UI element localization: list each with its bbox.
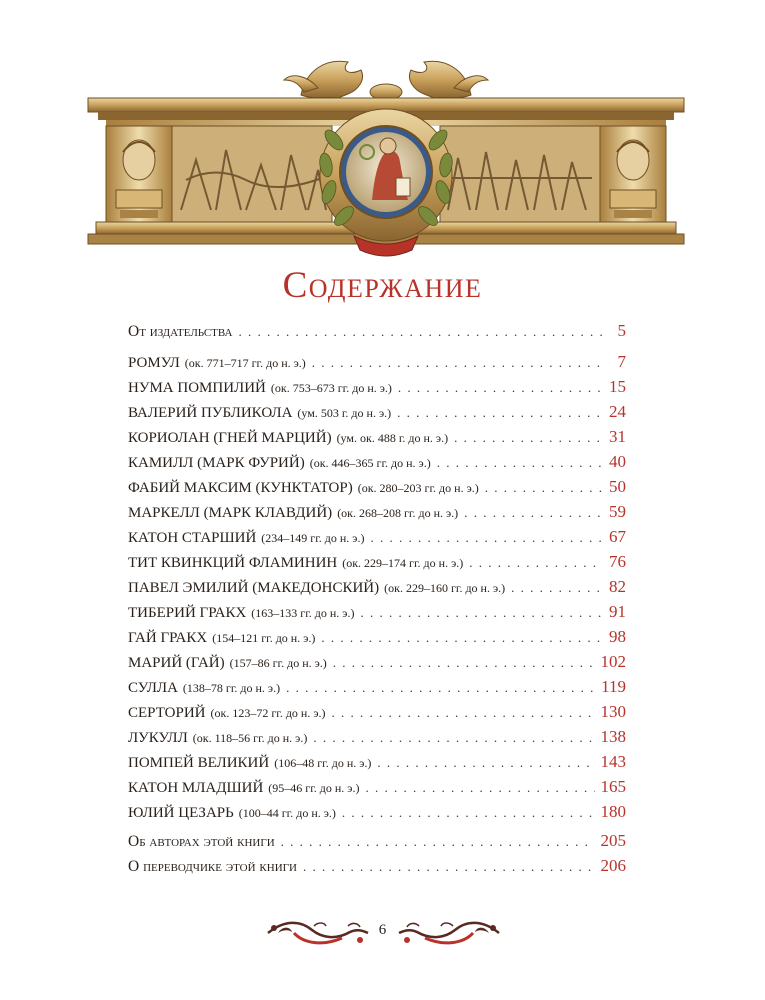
toc-entry-page: 98 (609, 627, 626, 646)
toc-entry-title: КАТОН МЛАДШИЙ (128, 780, 264, 796)
toc-entry-page: 24 (609, 402, 626, 421)
toc-entry[interactable] (128, 799, 626, 824)
toc-entry[interactable] (128, 624, 626, 649)
page-title: Содержание (282, 265, 483, 306)
toc-leader-dots (485, 475, 603, 500)
toc-leader-dots (365, 775, 594, 800)
toc-entry[interactable] (128, 474, 626, 499)
toc-leader-dots (312, 350, 606, 375)
toc-entry[interactable] (128, 524, 626, 549)
classical-frieze-icon (86, 40, 686, 260)
toc-entry-title: КОРИОЛАН (ГНЕЙ МАРЦИЙ) (128, 430, 332, 446)
toc-leader-dots (321, 625, 603, 650)
toc-leader-dots (397, 400, 603, 425)
toc-entry-dates: (ок. 118–56 гг. до н. э.) (192, 731, 308, 745)
toc-entry-page: 180 (600, 802, 626, 821)
toc-entry-page: 82 (609, 577, 626, 596)
toc-leader-dots (454, 425, 603, 450)
toc-entry-dates: (106–48 гг. до н. э.) (274, 756, 372, 770)
toc-entry-title: ЮЛИЙ ЦЕЗАРЬ (128, 805, 234, 821)
toc-entry[interactable] (128, 574, 626, 599)
toc-entry-title: О переводчике этой книги (128, 858, 297, 875)
toc-entry-page: 59 (609, 502, 626, 521)
toc-entry-authors[interactable] (128, 828, 626, 853)
toc-entry-title: ЛУКУЛЛ (128, 730, 188, 746)
toc-entry-title: ТИТ КВИНКЦИЙ ФЛАМИНИН (128, 555, 338, 571)
toc-entry-page: 7 (617, 352, 626, 371)
page-footer (0, 908, 765, 958)
toc-entry-dates: (163–133 гг. до н. э.) (251, 606, 355, 620)
scroll-ornament-icon (393, 916, 503, 950)
toc-entry[interactable] (128, 699, 626, 724)
toc-entry[interactable] (128, 749, 626, 774)
toc-leader-dots (333, 650, 595, 675)
toc-entry-title: ТИБЕРИЙ ГРАКХ (128, 605, 247, 621)
toc-leader-dots (360, 600, 603, 625)
toc-entry[interactable] (128, 724, 626, 749)
toc-leader-dots (303, 854, 595, 879)
toc-entry[interactable] (128, 374, 626, 399)
toc-entry-page: 206 (600, 856, 626, 875)
toc-entry[interactable] (128, 599, 626, 624)
toc-entry-page: 143 (600, 752, 626, 771)
toc-entry-page: 67 (609, 527, 626, 546)
toc-entry[interactable] (128, 649, 626, 674)
toc-entry-page: 165 (600, 777, 626, 796)
toc-entry-dates: (ок. 268–208 гг. до н. э.) (337, 506, 459, 520)
toc-entry-title: КАМИЛЛ (МАРК ФУРИЙ) (128, 455, 305, 471)
toc-entry-translator[interactable] (128, 853, 626, 878)
toc-entry-title: ГАЙ ГРАКХ (128, 630, 208, 646)
toc-entry-dates: (ок. 280–203 гг. до н. э.) (357, 481, 479, 495)
toc-entry-page: 40 (609, 452, 626, 471)
toc-entry-page: 91 (609, 602, 626, 621)
toc-entry[interactable] (128, 349, 626, 374)
toc-entry-dates: (138–78 гг. до н. э.) (182, 681, 281, 695)
toc-entry-dates: (100–44 гг. до н. э.) (238, 806, 336, 820)
toc-leader-dots (464, 500, 603, 525)
toc-entry-title: Об авторах этой книги (128, 833, 275, 850)
toc-entry-page: 50 (609, 477, 626, 496)
toc-entry-page: 31 (609, 427, 626, 446)
toc-entry-dates: (ум. ок. 488 г. до н. э.) (336, 431, 449, 445)
toc-entry-page: 138 (600, 727, 626, 746)
toc-entry-dates: (ум. 503 г. до н. э.) (297, 406, 392, 420)
header-frieze (86, 40, 686, 260)
toc-leader-dots (370, 525, 603, 550)
toc-entry-dates: (95–46 гг. до н. э.) (268, 781, 360, 795)
toc-entry[interactable] (128, 549, 626, 574)
toc-entry[interactable] (128, 449, 626, 474)
toc-leader-dots (332, 700, 595, 725)
toc-entry-dates: (234–149 гг. до н. э.) (261, 531, 365, 545)
toc-entry-page: 15 (609, 377, 626, 396)
toc-entry-page: 205 (600, 831, 626, 850)
page-number: 6 (378, 922, 387, 938)
toc-entry-dates: (ок. 229–174 гг. до н. э.) (342, 556, 464, 570)
toc-entry-title: СУЛЛА (128, 680, 178, 696)
toc-entry-title: ВАЛЕРИЙ ПУБЛИКОЛА (128, 405, 293, 421)
toc-leader-dots (469, 550, 603, 575)
toc-entry-title: МАРКЕЛЛ (МАРК КЛАВДИЙ) (128, 505, 333, 521)
toc-entry-title: ФАБИЙ МАКСИМ (КУНКТАТОР) (128, 480, 353, 496)
toc-entry[interactable] (128, 774, 626, 799)
toc-entry-page: 130 (600, 702, 626, 721)
toc-leader-dots (342, 800, 595, 825)
toc-entry-title: МАРИЙ (ГАЙ) (128, 655, 225, 671)
toc-leader-dots (239, 319, 607, 344)
toc-entry[interactable] (128, 499, 626, 524)
toc-leader-dots (286, 675, 595, 700)
toc-leader-dots (398, 375, 603, 400)
toc-entry[interactable] (128, 424, 626, 449)
toc-entry-title: ПАВЕЛ ЭМИЛИЙ (МАКЕДОНСКИЙ) (128, 580, 380, 596)
toc-entry-title: КАТОН СТАРШИЙ (128, 530, 257, 546)
toc-entry-dates: (ок. 229–160 гг. до н. э.) (384, 581, 506, 595)
toc-entry-page: 76 (609, 552, 626, 571)
toc-leader-dots (313, 725, 594, 750)
toc-leader-dots (377, 750, 594, 775)
toc-entry[interactable] (128, 399, 626, 424)
toc-entry-publisher[interactable] (128, 318, 626, 343)
toc-leader-dots (437, 450, 603, 475)
toc-entry-title: ПОМПЕЙ ВЕЛИКИЙ (128, 755, 270, 771)
toc-entry-dates: (ок. 753–673 гг. до н. э.) (270, 381, 392, 395)
toc-leader-dots (281, 829, 595, 854)
toc-entry-dates: (157–86 гг. до н. э.) (229, 656, 327, 670)
table-of-contents (128, 318, 626, 878)
toc-entry[interactable] (128, 674, 626, 699)
toc-entry-dates: (ок. 446–365 гг. до н. э.) (309, 456, 431, 470)
toc-entry-dates: (ок. 771–717 гг. до н. э.) (184, 356, 306, 370)
toc-entry-page: 119 (601, 677, 626, 696)
toc-entry-title: НУМА ПОМПИЛИЙ (128, 380, 266, 396)
toc-leader-dots (511, 575, 603, 600)
toc-entry-title: От издательства (128, 323, 233, 340)
toc-entry-dates: (154–121 гг. до н. э.) (212, 631, 316, 645)
toc-entry-page: 102 (600, 652, 626, 671)
toc-entry-title: РОМУЛ (128, 355, 180, 371)
toc-entry-page: 5 (617, 321, 626, 340)
toc-entry-dates: (ок. 123–72 гг. до н. э.) (210, 706, 326, 720)
toc-entry-title: СЕРТОРИЙ (128, 705, 206, 721)
